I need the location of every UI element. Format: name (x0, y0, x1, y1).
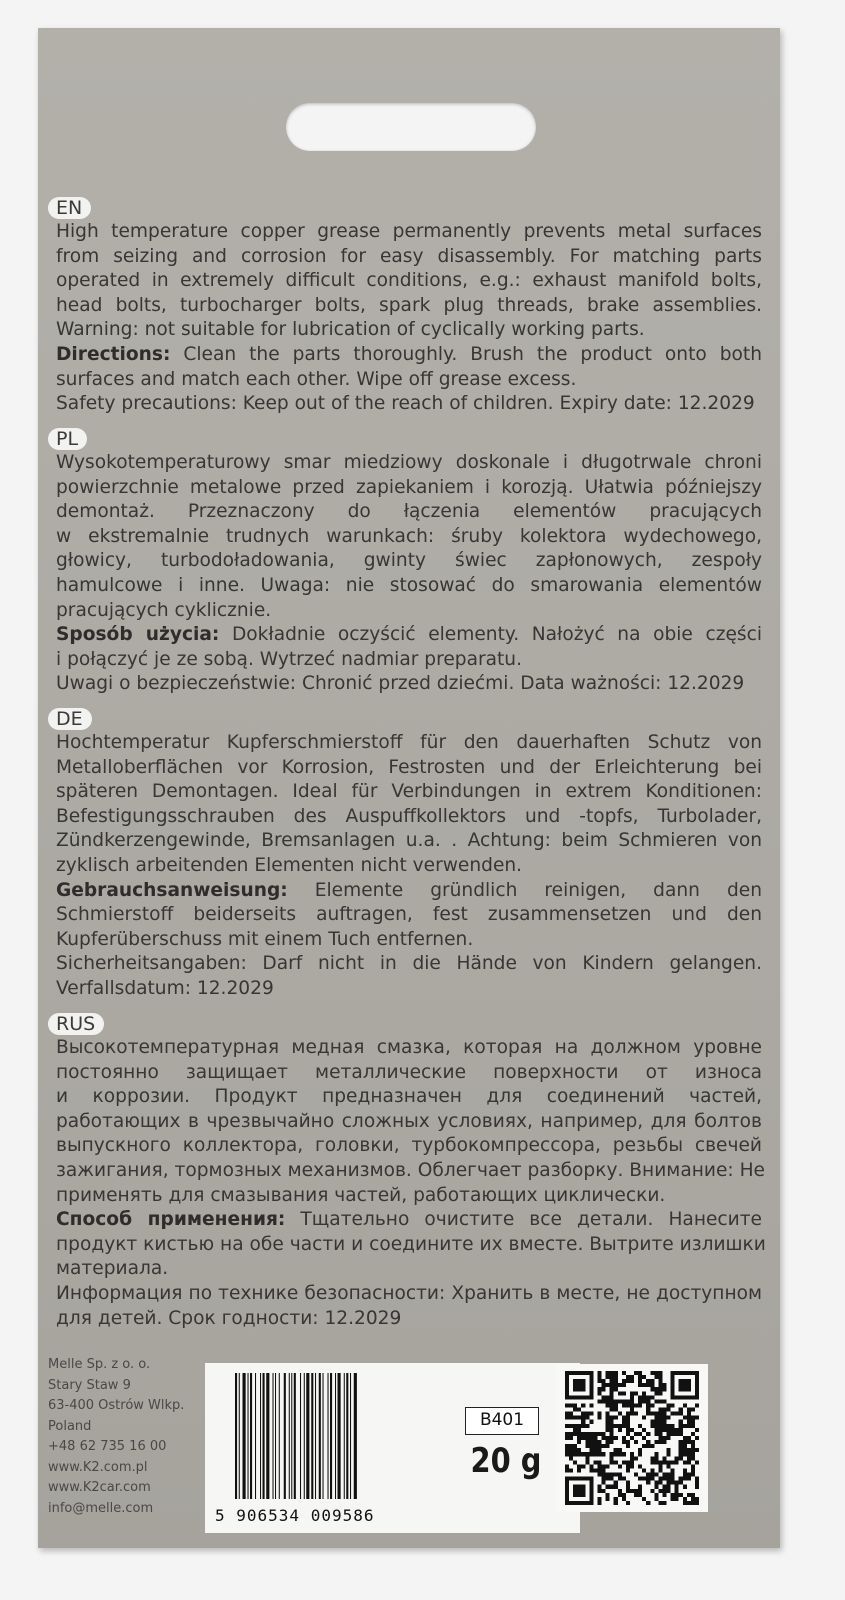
text-line: głowicy, turbodoładowania, gwinty świec zapłonowych, zespoły (56, 550, 762, 572)
safety-text: Verfallsdatum: 12.2029 (56, 977, 274, 999)
ean-number: 5 906534 009586 (215, 1506, 375, 1525)
safety-text: Safety precautions: Keep out of the reach of children. Expiry date: 12.2029 (56, 393, 755, 415)
directions-label: Sposób użycia: (56, 624, 220, 646)
section-rus (56, 1013, 766, 1331)
text-line: demontaż. Przeznaczony do łączenia elementów pracujących (56, 501, 762, 523)
text-line: head bolts, turbocharger bolts, spark plug threads, brake assemblies. (56, 294, 762, 316)
text-line: Befestigungsschrauben des Auspuffkollektors und -topfs, Turbolader, (56, 805, 762, 827)
qr-code-icon (563, 1371, 701, 1505)
text-line: Zündkerzengewinde, Bremsanlagen u.a. . Achtung: beim Schmieren von (56, 830, 762, 852)
qr-code-panel (556, 1364, 708, 1512)
text-line: постоянно защищает металлические поверхности от износа (56, 1061, 762, 1083)
text-line: i połączyć je ze sobą. Wytrzeć nadmiar preparatu. (56, 648, 522, 670)
text-line: High temperature copper grease permanently prevents metal surfaces (56, 221, 762, 242)
section-en (56, 197, 762, 417)
text-line: zyklisch arbeitenden Elementen nicht verwenden. (56, 854, 523, 876)
net-weight: 20 g (470, 1441, 542, 1481)
text-line: и коррозии. Продукт предназначен для соединений частей, (56, 1086, 762, 1108)
text-line: pracujących cyklicznie. (56, 599, 272, 621)
language-tag-de: DE (48, 708, 92, 730)
text-line: powierzchnie metalowe przed zapiekaniem i korozją. Ułatwia późniejszy (56, 476, 762, 498)
directions-text: Тщательно очистите все детали. Нанесите (285, 1209, 762, 1231)
text-line: surfaces and match each other. Wipe off grease excess. (56, 368, 577, 390)
directions-label: Способ применения: (56, 1209, 286, 1231)
directions-text: Elemente gründlich reinigen, dann den (287, 879, 762, 901)
section-de (56, 708, 762, 1002)
safety-text: Информация по технике безопасности: Хранить в месте, не доступном (56, 1282, 762, 1304)
address-line: 63-400 Ostrów Wlkp. (48, 1398, 185, 1413)
text-line: зажигания, тормозных механизмов. Облегчает разборку. Внимание: Не (56, 1159, 765, 1181)
language-tag-rus: RUS (48, 1013, 104, 1035)
text-line: operated in extremely difficult conditions, e.g.: exhaust manifold bolts, (56, 270, 762, 292)
text-line: Wysokotemperaturowy smar miedziowy doskonale i długotrwale chroni (56, 452, 762, 473)
text-line: материала. (56, 1258, 169, 1280)
text-line: hamulcowe i inne. Uwaga: nie stosować do smarowania elementów (56, 574, 762, 596)
address-line: +48 62 735 16 00 (48, 1439, 167, 1454)
safety-text: Sicherheitsangaben: Darf nicht in die Hände von Kindern gelangen. (56, 953, 762, 975)
text-line: применять для смазывания частей, работающих циклически. (56, 1184, 666, 1206)
address-line: www.K2.com.pl (48, 1459, 148, 1475)
address-line: Stary Staw 9 (48, 1377, 131, 1393)
safety-text: для детей. Срок годности: 12.2029 (56, 1307, 402, 1329)
text-line: Schmierstoff beiderseits auftragen, fest zusammensetzen und den (56, 904, 762, 926)
text-line: продукт кистью на обе части и соедините их вместе. Вытрите излишки (56, 1233, 766, 1255)
directions-label: Directions: (56, 343, 171, 365)
section-rus-text (56, 1036, 766, 1331)
text-line: späteren Demontagen. Ideal für Verbindungen in extrem Konditionen: (56, 781, 762, 803)
section-en-text (56, 220, 762, 417)
barcode-icon (235, 1373, 405, 1499)
text-line: Metalloberflächen vor Korrosion, Festrosten und der Erleichterung bei (56, 756, 762, 778)
address-line: info@melle.com (48, 1500, 154, 1516)
text-line: Kupferüberschuss mit einem Tuch entfernen. (56, 928, 474, 950)
address-line: Melle Sp. z o. o. (48, 1357, 151, 1372)
text-line: Hochtemperatur Kupferschmierstoff für den dauerhaften Schutz von (56, 732, 762, 753)
manufacturer-address (48, 1355, 184, 1519)
text-line: Warning: not suitable for lubrication of cyclically working parts. (56, 319, 645, 341)
text-line: работающих в чрезвычайно сложных условиях, например, для болтов (56, 1110, 762, 1132)
directions-text: Clean the parts thoroughly. Brush the product onto both (170, 343, 762, 365)
safety-text: Uwagi o bezpieczeństwie: Chronić przed dziećmi. Data ważności: 12.2029 (56, 673, 745, 695)
language-tag-en: EN (48, 197, 91, 219)
language-tag-pl: PL (48, 428, 87, 450)
section-pl-text (56, 451, 762, 697)
product-card-back (38, 28, 780, 1548)
text-line: выпускного коллектора, головки, турбокомпрессора, резьбы свечей (56, 1135, 762, 1157)
directions-text: Dokładnie oczyścić elementy. Nałożyć na obie części (219, 624, 762, 646)
section-pl (56, 428, 762, 697)
text-line: from seizing and corrosion for easy disassembly. For matching parts (56, 245, 762, 267)
hang-hole (286, 103, 536, 151)
directions-label: Gebrauchsanweisung: (56, 879, 288, 901)
product-code: B401 (465, 1407, 539, 1435)
address-line: Poland (48, 1418, 92, 1434)
text-line: Высокотемпературная медная смазка, которая на должном уровне (56, 1037, 762, 1058)
section-de-text (56, 731, 762, 1002)
text-line: w ekstremalnie trudnych warunkach: śruby kolektora wydechowego, (56, 525, 762, 547)
address-line: www.K2car.com (48, 1480, 151, 1495)
barcode-panel (205, 1363, 580, 1533)
